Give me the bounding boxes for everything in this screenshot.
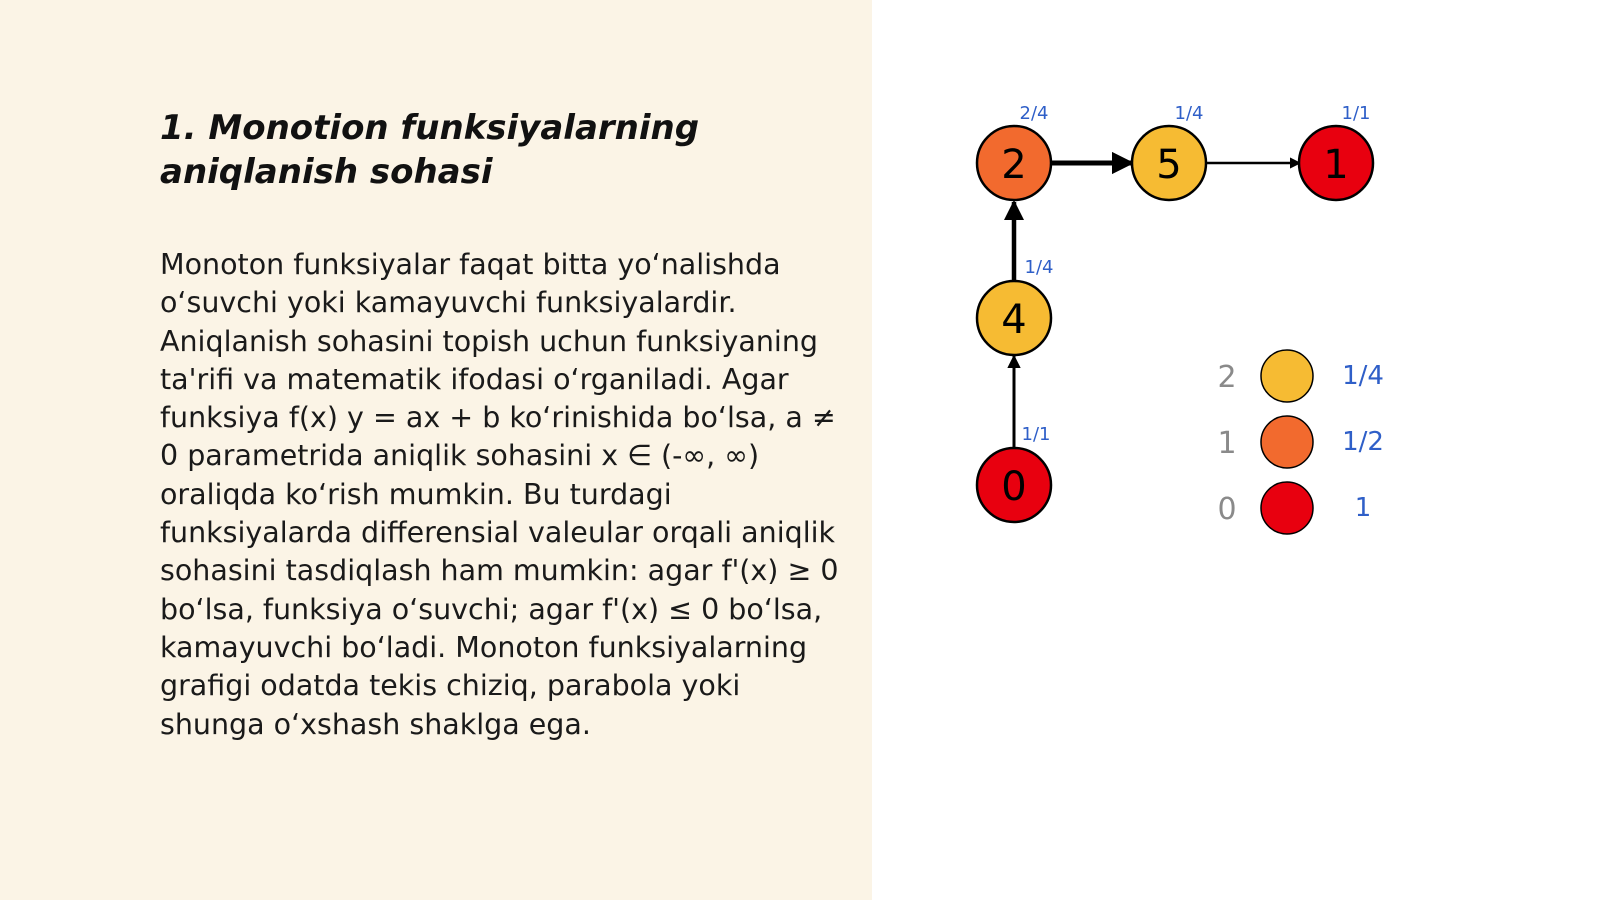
node-2-fraction: 2/4 [1019, 103, 1049, 124]
node-5 [1132, 103, 1206, 200]
node-0-fraction: 1/1 [1021, 424, 1051, 445]
node-1 [1299, 103, 1373, 200]
legend-row-level-0 [1217, 482, 1371, 534]
legend-row-level-2 [1217, 350, 1383, 402]
legend-fraction-label: 1/2 [1342, 427, 1384, 457]
legend-swatch-orange [1261, 416, 1313, 468]
node-2-label: 2 [1001, 142, 1027, 188]
node-4-fraction: 1/4 [1024, 257, 1054, 278]
slide-body-text: Monoton funksiyalar faqat bitta yo‘nalishda o‘suvchi yoki kamayuvchi funksiyalardir. Aniqlanish sohasini topish uchun funksiyaning ta'rifi va matematik ifodasi o‘rganiladi. Agar funksiya f(x) y = ax + b ko‘rinishida bo‘lsa, a ≠ 0 parametrida aniqlik sohasini x ∈ (-∞, ∞) oraliqda ko‘rish mumkin. Bu turdagi funksiyalarda differensial valeular orqali aniqlik sohasini tasdiqlash ham mumkin: agar f'(x) ≥ 0 bo‘lsa, funksiya o‘suvchi; agar f'(x) ≤ 0 bo‘lsa, kamayuvchi bo‘ladi. Monoton funksiyalarning grafigi odatda tekis chiziq, parabola yoki shunga o‘xshash shaklga ega. [160, 248, 839, 741]
legend-level-label: 1 [1217, 426, 1237, 461]
legend-fraction-label: 1/4 [1342, 361, 1384, 391]
graph-diagram [872, 0, 1600, 900]
node-5-fraction: 1/4 [1174, 103, 1204, 124]
legend [1217, 350, 1383, 534]
legend-level-label: 0 [1217, 492, 1237, 527]
legend-level-label: 2 [1217, 360, 1237, 395]
node-2 [977, 103, 1051, 200]
legend-swatch-yellow [1261, 350, 1313, 402]
node-4-label: 4 [1001, 297, 1027, 343]
slide-title: 1. Monotion funksiyalarning aniqlanish sohasi [160, 108, 700, 192]
node-5-label: 5 [1156, 142, 1182, 188]
node-0-label: 0 [1001, 464, 1027, 510]
legend-fraction-label: 1 [1354, 493, 1372, 523]
legend-row-level-1 [1217, 416, 1383, 468]
node-1-label: 1 [1323, 142, 1349, 188]
node-1-fraction: 1/1 [1341, 103, 1371, 124]
legend-swatch-red [1261, 482, 1313, 534]
